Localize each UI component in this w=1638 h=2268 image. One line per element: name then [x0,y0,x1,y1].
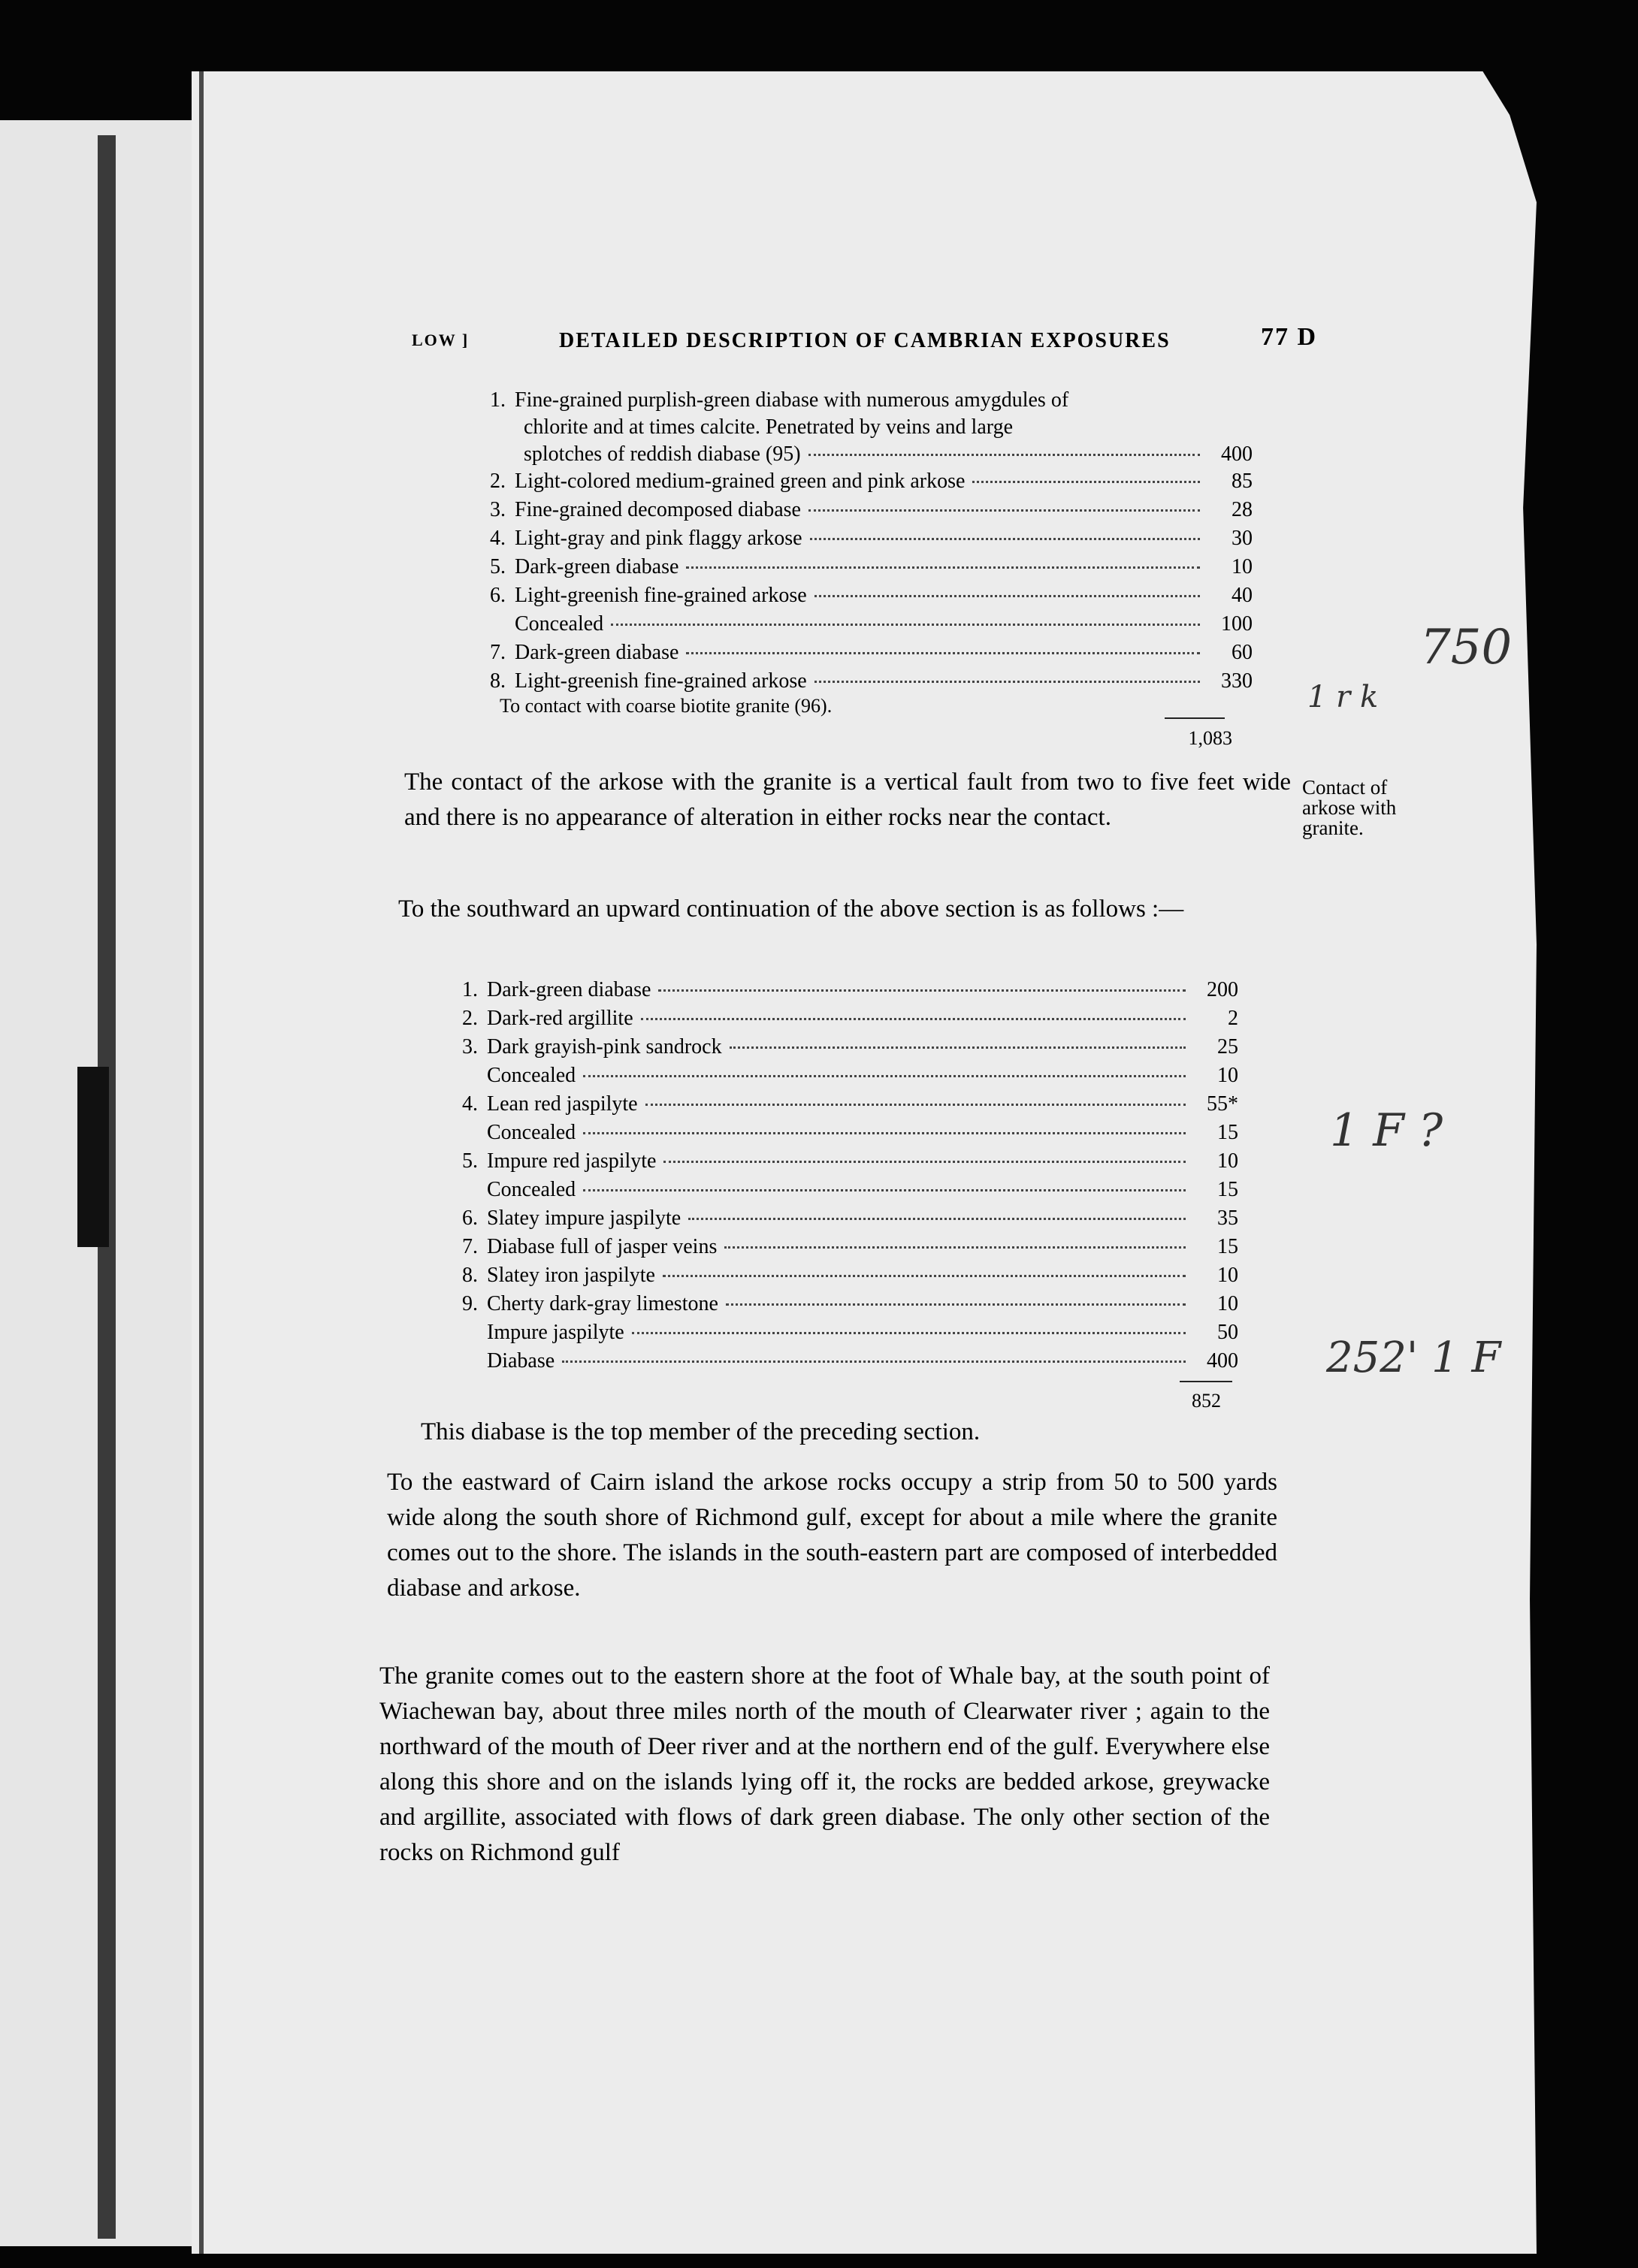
table2-row-text: Dark-red argillite [487,1007,633,1030]
table1-row-text: Light-greenish fine-grained arkose [515,584,807,607]
table1-row [479,497,1253,524]
table2-row-value: 15 [1217,1178,1238,1201]
table2-total-rule [1180,1381,1232,1382]
table2-row [451,1034,1238,1061]
table2-row-leader [663,1275,1186,1277]
table2-row [451,1234,1238,1261]
paragraph-continuation-intro: To the southward an upward continuation of the above section is as follows :— [398,895,1184,923]
table2-row-leader [641,1018,1186,1020]
table2-row-text: Lean red jaspilyte [487,1092,638,1116]
table2-row-leader [726,1303,1186,1306]
handwritten-note-252: 252' 1 F [1326,1333,1501,1382]
table2-row-text: Dark-green diabase [487,978,651,1001]
table2-row-text: Dark grayish-pink sandrock [487,1035,722,1059]
table2-row-text: Slatey impure jaspilyte [487,1206,681,1230]
table1-row-leader [686,652,1200,654]
table1-row [479,468,1253,495]
table2-row-leader [583,1075,1186,1077]
margin-note-contact: Contact of arkose with granite. [1302,776,1397,839]
header-author-mark: LOW ] [412,331,470,349]
table2-row [451,1176,1238,1203]
table1-row [479,639,1253,666]
table2-row-number: 6. [462,1206,478,1230]
handwritten-note-rk: 1 r k [1307,680,1379,714]
table2-row-text: Cherty dark-gray limestone [487,1292,718,1315]
table1-row-text: Light-greenish fine-grained arkose [515,669,807,693]
table2-row-leader [724,1246,1186,1249]
table2-row-text: Concealed [487,1178,576,1201]
table1-row-leader [972,481,1200,483]
table1-row-text: Light-gray and pink flaggy arkose [515,527,802,550]
table2-row-value: 10 [1217,1064,1238,1087]
table2-row-number: 1. [462,978,478,1001]
table2-row-text: Diabase [487,1349,555,1373]
table2-row-value: 55* [1207,1092,1238,1116]
table1-row-number: 5. [490,555,506,578]
paragraph-contact: The contact of the arkose with the granite is a vertical fault from two to five feet wide and there is no appearance of alteration in either rocks near the contact. [404,769,1291,831]
paragraph-granite-shore: The granite comes out to the eastern shore at the foot of Whale bay, at the south point of Wiachewan bay, about three miles north of the mouth of Clearwater river ; again to the northward of the mouth of Deer river and at the northern end of the gulf. Everywhere else along this shore and on the islands lying off it, the rocks are bedded arkose, greywacke and argillite, associated with flows of dark green diabase. The only other section of the rocks on Richmond gulf [379,1662,1270,1866]
table1-row-leader [686,566,1200,569]
table2-row-value: 25 [1217,1035,1238,1059]
page-header [412,323,1317,361]
table2-row-number: 2. [462,1007,478,1030]
table2-row-number: 5. [462,1149,478,1173]
table1-row-text: Fine-grained decomposed diabase [515,498,801,521]
table2-row [451,1205,1238,1232]
table1-row [479,668,1253,695]
table1-row-text: Dark-green diabase [515,641,679,664]
paragraph-eastward: To the eastward of Cairn island the arkose rocks occupy a strip from 50 to 500 yards wide along the south shore of Richmond gulf, except for about a mile where the granite comes out to the shore. The islands in the south-eastern part are composed of interbedded diabase and arkose. [387,1469,1277,1602]
table2-row [451,1062,1238,1089]
table1-row-value: 10 [1232,555,1253,578]
table1-row-value: 100 [1221,612,1253,636]
table2-row-value: 10 [1217,1264,1238,1287]
table2-row-text: Slatey iron jaspilyte [487,1264,655,1287]
table1-total-rule [1165,717,1225,719]
table1-row-value: 330 [1221,669,1253,693]
page-binding-line [199,71,204,2254]
table2-row-leader [583,1132,1186,1134]
header-title: DETAILED DESCRIPTION OF CAMBRIAN EXPOSURES [559,329,1171,352]
table1-row-value: 40 [1232,584,1253,607]
table2-row-leader [730,1046,1186,1049]
table2-row [451,1348,1238,1375]
table2-row [451,1119,1238,1146]
table2-row [451,1005,1238,1032]
table1-row-number: 6. [490,584,506,607]
table2-row-value: 15 [1217,1235,1238,1258]
table1-row-value: 85 [1232,470,1253,493]
table2-row-value: 400 [1207,1349,1238,1373]
table2-row-text: Impure red jaspilyte [487,1149,657,1173]
table2-row-value: 10 [1217,1292,1238,1315]
table2-row [451,1291,1238,1318]
table2-row-number: 8. [462,1264,478,1287]
table1-closing-line: To contact with coarse biotite granite (96). [500,695,833,717]
table2-row-text: Concealed [487,1121,576,1144]
table2-row [451,977,1238,1004]
table2-row-leader [663,1161,1186,1163]
table2-row-value: 35 [1217,1206,1238,1230]
table1-row [479,554,1253,581]
table2-row-number: 3. [462,1035,478,1059]
table2-row-value: 50 [1217,1321,1238,1344]
table1-row [479,582,1253,609]
table1-item1-line2: chlorite and at times calcite. Penetrated by veins and large [524,415,1014,439]
table1-row-leader [810,538,1200,540]
table2-row [451,1091,1238,1118]
table2-row-leader [562,1360,1186,1363]
table2-row-leader [658,989,1186,992]
table2-row [451,1319,1238,1346]
table2-row-number: 4. [462,1092,478,1116]
table1-row-value: 60 [1232,641,1253,664]
table2-row-value: 200 [1207,978,1238,1001]
table1-row-text: Light-colored medium-grained green and pink arkose [515,470,966,493]
handwritten-note-1f: 1 F ? [1330,1104,1443,1157]
table1-item1-line1: 1. Fine-grained purplish-green diabase with numerous amygdules of [490,388,1069,412]
table2-row-text: Impure jaspilyte [487,1321,624,1344]
table1-row-text: Concealed [515,612,604,636]
table2-row-number: 7. [462,1235,478,1258]
binding-clip [77,1067,109,1247]
table1-row-number: 2. [490,470,506,493]
table1-row-number: 7. [490,641,506,664]
paragraph-top-member: This diabase is the top member of the preceding section. [421,1418,981,1445]
table1-item1-line3: splotches of reddish diabase (95) 400 [524,442,1253,466]
table2-row-leader [688,1218,1186,1220]
table1-row-leader [611,624,1200,626]
page-number: 77 D [1260,323,1317,351]
handwritten-note-750: 750 [1420,620,1513,675]
table1-row-value: 28 [1232,498,1253,521]
table2-row-number: 9. [462,1292,478,1315]
table1-row-leader [814,681,1200,683]
table1-row-number: 8. [490,669,506,693]
table1-row [479,525,1253,552]
table1-total: 1,083 [1188,727,1232,749]
table2-row-leader [645,1104,1186,1106]
table2-row-value: 2 [1228,1007,1238,1030]
table1-row-text: Dark-green diabase [515,555,679,578]
table2-row-value: 10 [1217,1149,1238,1173]
table1-row-number: 4. [490,527,506,550]
table2-row-text: Diabase full of jasper veins [487,1235,718,1258]
table2-total: 852 [1192,1390,1221,1412]
table1-row-leader [808,509,1200,512]
table2-row-text: Concealed [487,1064,576,1087]
table2-row-value: 15 [1217,1121,1238,1144]
table1-row-number: 3. [490,498,506,521]
table1-row [479,611,1253,638]
table2-row [451,1148,1238,1175]
table1-row-leader [814,595,1200,597]
table2-row-leader [583,1189,1186,1191]
table1-row-value: 30 [1232,527,1253,550]
table2-row [451,1262,1238,1289]
table2-row-leader [632,1332,1186,1334]
